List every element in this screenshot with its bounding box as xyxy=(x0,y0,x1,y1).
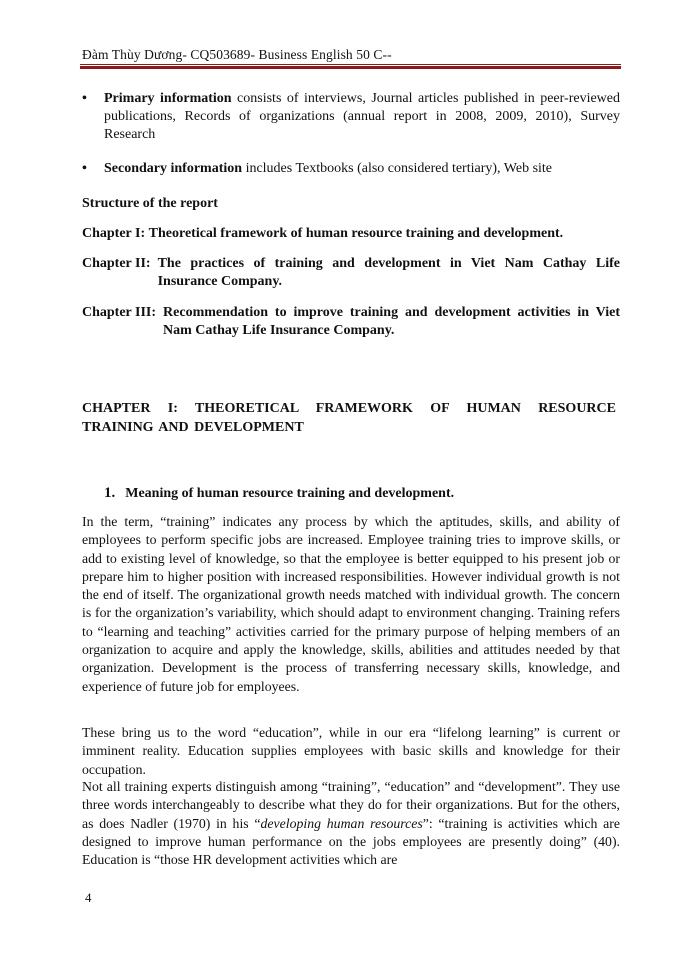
section-number: 1. xyxy=(104,485,116,501)
bullet-primary-information xyxy=(82,90,620,144)
bullet-lead: Secondary information xyxy=(104,161,243,176)
section-title: Meaning of human resource training and development. xyxy=(125,486,455,501)
paragraph-text: In the term, “training” indicates any process by which the aptitudes, skills, and ability of employees to perform specific jobs are increased. Employee training tries to improve skills, or add to existing level of knowledge, so that the employee is better equipped to his present job or prepare him to higher position with increased responsibilities. However individual growth is not the end of itself. The organizational growth needs matched with individual growth. The concern is for the organization’s variability, which should adapt to environment changing. Training refers to “learning and teaching” activities carried for the primary purpose of helping members of an organization to acquire and apply the knowledge, skills, abilities and attitudes needed by that organization. Development is the process of transferring necessary skills, knowledge, and experience of future job for employees. xyxy=(82,514,620,694)
paragraph-1 xyxy=(82,513,620,696)
book-title: developing human resources xyxy=(260,815,423,831)
chapter-text: The practices of training and development in Viet Nam Cathay Life Insurance Company. xyxy=(157,256,620,289)
chapter-item-2 xyxy=(82,255,620,291)
chapter-label: Chapter II: xyxy=(82,256,158,271)
bullet-text: consists of interviews, Journal articles published in peer-reviewed publications, Records of organizations (annual report in 2008, 2009, 2010), Survey Research xyxy=(104,91,620,142)
page-number: 4 xyxy=(85,890,92,905)
paragraph-text: These bring us to the word “education”, while in our era “lifelong learning” is current or imminent reality. Education supplies employees with basic skills and knowledge for their occupation. xyxy=(82,725,620,777)
header-rule xyxy=(80,64,621,69)
chapter-item-1 xyxy=(82,225,620,243)
chapter-item-3 xyxy=(82,304,620,340)
bullet-secondary-information xyxy=(82,160,620,178)
bullet-lead: Primary information xyxy=(104,91,232,106)
section-heading xyxy=(104,484,454,503)
bullet-dot-icon: • xyxy=(82,91,87,106)
bullet-text: includes Textbooks (also considered tertiary), Web site xyxy=(242,161,553,176)
chapter-text: Recommendation to improve training and development activities in Viet Nam Cathay Life Insurance Company. xyxy=(163,305,620,338)
paragraph-text: ”: “training is activities which are designed to improve human performance on the jobs employees are presently doing” (40). Education is “those HR development activities which are xyxy=(82,815,620,868)
chapter-text: Theoretical framework of human resource training and development. xyxy=(148,226,564,241)
chapter-heading: CHAPTER I: THEORETICAL FRAMEWORK OF HUMAN RESOURCE TRAINING AND DEVELOPMENT xyxy=(82,401,616,435)
paragraph-3 xyxy=(82,778,620,869)
running-header: Đàm Thùy Dương- CQ503689- Business English 50 C-- xyxy=(82,47,392,62)
structure-title: Structure of the report xyxy=(82,196,218,211)
chapter-label: Chapter I: xyxy=(82,226,149,241)
paragraph-text: Not all training experts distinguish among “training”, “education” and “development”. They use three words interchangeably to describe what they do for their organizations. But for the others, as does Nadler (1970) in his “ xyxy=(82,779,620,831)
chapter-label: Chapter III: xyxy=(82,305,164,320)
paragraph-2 xyxy=(82,724,620,779)
bullet-dot-icon: • xyxy=(82,161,87,176)
